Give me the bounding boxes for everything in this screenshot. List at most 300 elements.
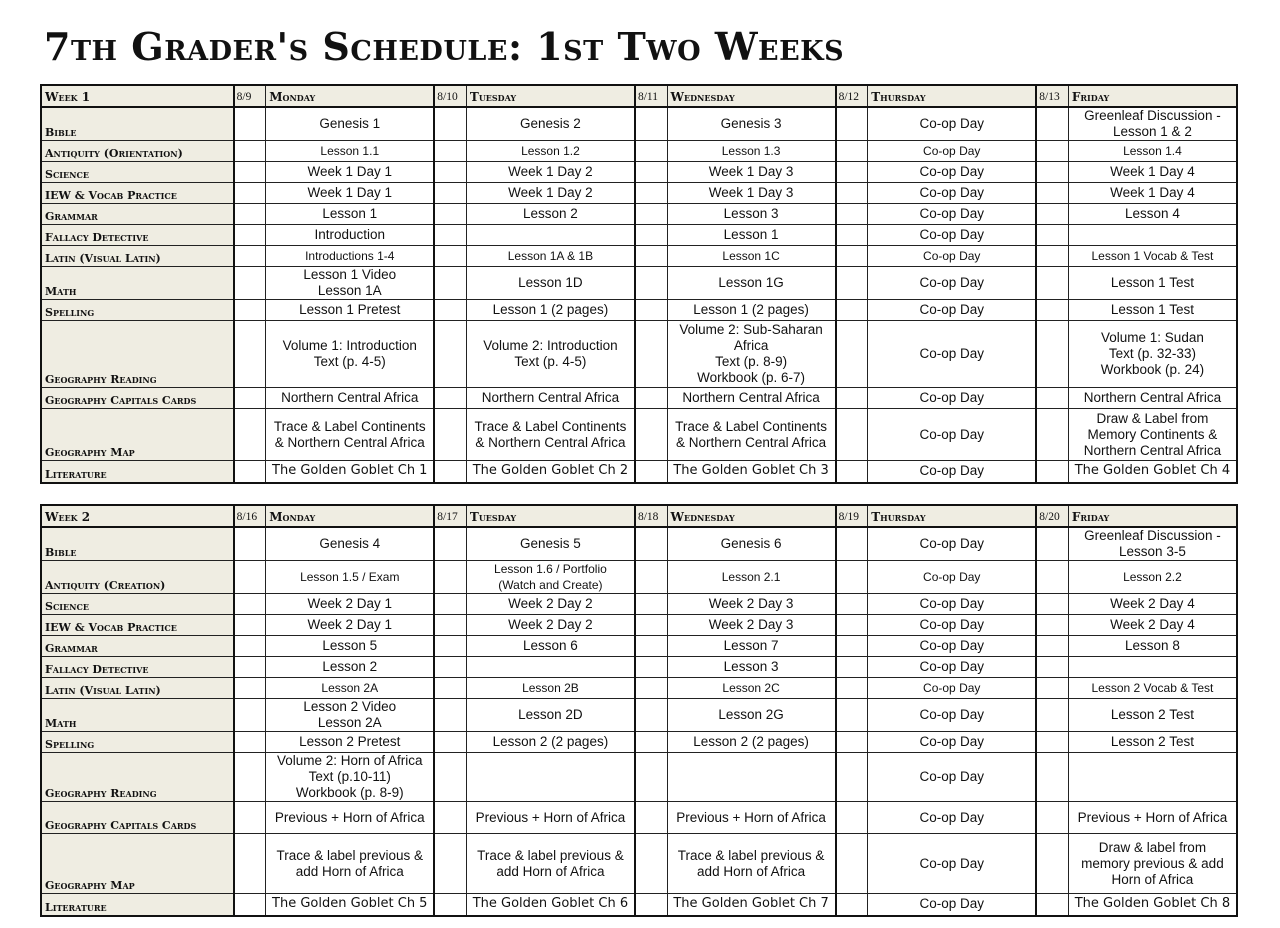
schedule-cell: Lesson 1D [466,267,635,300]
date-spacer-cell [836,388,868,409]
schedule-row-iew-and-vocab-practice [41,615,1237,636]
schedule-row-iew-and-vocab-practice [41,183,1237,204]
schedule-cell [466,753,635,802]
day-name-friday: Friday [1068,505,1237,527]
schedule-cell: Lesson 1 (2 pages) [466,300,635,321]
date-spacer-cell [1036,594,1068,615]
subject-label: Bible [41,527,234,561]
date-spacer-cell [1036,732,1068,753]
schedule-cell [1068,753,1237,802]
day-date: 8/12 [836,85,868,107]
date-spacer-cell [1036,802,1068,834]
date-spacer-cell [434,894,466,916]
schedule-cell: Genesis 4 [266,527,435,561]
date-spacer-cell [836,409,868,461]
date-spacer-cell [635,300,667,321]
week-label: Week 2 [41,505,234,527]
date-spacer-cell [1036,388,1068,409]
date-spacer-cell [234,409,266,461]
date-spacer-cell [234,225,266,246]
date-spacer-cell [635,409,667,461]
date-spacer-cell [234,321,266,388]
schedule-cell: Genesis 3 [667,107,836,141]
schedule-cell: Week 1 Day 4 [1068,183,1237,204]
date-spacer-cell [434,594,466,615]
date-spacer-cell [836,732,868,753]
schedule-cell: The Golden Goblet Ch 5 [266,894,435,916]
date-spacer-cell [635,461,667,483]
day-date: 8/13 [1036,85,1068,107]
schedule-row-fallacy-detective [41,225,1237,246]
day-date: 8/18 [635,505,667,527]
date-spacer-cell [635,141,667,162]
schedule-cell: Lesson 2C [667,678,836,699]
date-spacer-cell [635,678,667,699]
schedule-cell: Lesson 1.4 [1068,141,1237,162]
schedule-cell: Co-op Day [868,678,1037,699]
date-spacer-cell [1036,657,1068,678]
schedule-cell: Co-op Day [868,409,1037,461]
schedule-cell: Co-op Day [868,802,1037,834]
subject-label: Math [41,699,234,732]
subject-label: Geography Map [41,409,234,461]
week-label: Week 1 [41,85,234,107]
schedule-cell: Previous + Horn of Africa [266,802,435,834]
date-spacer-cell [635,107,667,141]
date-spacer-cell [635,225,667,246]
schedule-cell: Week 1 Day 1 [266,183,435,204]
schedule-cell: Lesson 1G [667,267,836,300]
schedule-cell: Draw & Label from Memory Continents & Northern Central Africa [1068,409,1237,461]
schedule-cell: Co-op Day [868,246,1037,267]
schedule-cell [466,657,635,678]
schedule-cell: Trace & Label Continents & Northern Central Africa [266,409,435,461]
schedule-cell: Introductions 1-4 [266,246,435,267]
page-title: 7th Grader's Schedule: 1st Two Weeks [44,24,845,69]
day-date: 8/20 [1036,505,1068,527]
day-name-thursday: Thursday [868,85,1037,107]
schedule-cell: Co-op Day [868,461,1037,483]
schedule-cell: Lesson 1 Pretest [266,300,435,321]
subject-label: Antiquity (Creation) [41,561,234,594]
schedule-row-literature [41,461,1237,483]
schedule-cell: Greenleaf Discussion - Lesson 3-5 [1068,527,1237,561]
date-spacer-cell [234,753,266,802]
subject-label: Science [41,594,234,615]
day-name-monday: Monday [266,505,435,527]
date-spacer-cell [836,615,868,636]
schedule-cell: Lesson 1 Test [1068,267,1237,300]
date-spacer-cell [434,527,466,561]
date-spacer-cell [1036,894,1068,916]
subject-label: Geography Reading [41,321,234,388]
date-spacer-cell [234,183,266,204]
schedule-cell: Co-op Day [868,388,1037,409]
date-spacer-cell [635,527,667,561]
date-spacer-cell [836,636,868,657]
schedule-cell: Genesis 2 [466,107,635,141]
schedule-cell: Co-op Day [868,162,1037,183]
schedule-row-science [41,594,1237,615]
date-spacer-cell [434,753,466,802]
date-spacer-cell [234,678,266,699]
schedule-row-antiquity-orientation [41,141,1237,162]
schedule-row-bible [41,107,1237,141]
date-spacer-cell [434,141,466,162]
date-spacer-cell [836,657,868,678]
schedule-cell: Lesson 2 [466,204,635,225]
schedule-cell: Lesson 2 Video Lesson 2A [266,699,435,732]
date-spacer-cell [434,834,466,894]
schedule-cell: Lesson 2 [266,657,435,678]
subject-label: Grammar [41,636,234,657]
date-spacer-cell [635,699,667,732]
schedule-row-latin-visual-latin [41,246,1237,267]
date-spacer-cell [836,300,868,321]
subject-label: Literature [41,894,234,916]
schedule-row-grammar [41,204,1237,225]
date-spacer-cell [1036,183,1068,204]
schedule-cell: Lesson 1 [266,204,435,225]
subject-label: Science [41,162,234,183]
date-spacer-cell [234,246,266,267]
date-spacer-cell [434,636,466,657]
date-spacer-cell [836,753,868,802]
schedule-cell: Lesson 1.1 [266,141,435,162]
schedule-cell: Lesson 1 [667,225,836,246]
schedule-cell: Week 2 Day 4 [1068,615,1237,636]
date-spacer-cell [1036,753,1068,802]
date-spacer-cell [234,204,266,225]
schedule-cell: Trace & label previous & add Horn of Africa [667,834,836,894]
schedule-cell: Northern Central Africa [667,388,836,409]
day-date: 8/17 [434,505,466,527]
schedule-cell: Lesson 2B [466,678,635,699]
date-spacer-cell [635,162,667,183]
subject-label: Geography Capitals Cards [41,802,234,834]
schedule-cell: Lesson 2 Test [1068,699,1237,732]
date-spacer-cell [1036,246,1068,267]
date-spacer-cell [836,561,868,594]
schedule-cell: The Golden Goblet Ch 4 [1068,461,1237,483]
week-1-schedule-table [40,84,1238,484]
date-spacer-cell [434,409,466,461]
date-spacer-cell [434,657,466,678]
schedule-row-geography-capitals-cards [41,802,1237,834]
date-spacer-cell [434,267,466,300]
date-spacer-cell [434,321,466,388]
date-spacer-cell [836,321,868,388]
date-spacer-cell [434,107,466,141]
date-spacer-cell [1036,461,1068,483]
schedule-row-geography-map [41,409,1237,461]
date-spacer-cell [234,527,266,561]
subject-label: Spelling [41,300,234,321]
subject-label: IEW & Vocab Practice [41,615,234,636]
schedule-cell: Week 1 Day 1 [266,162,435,183]
schedule-row-geography-map [41,834,1237,894]
schedule-cell: Co-op Day [868,527,1037,561]
schedule-cell: Volume 2: Introduction Text (p. 4-5) [466,321,635,388]
date-spacer-cell [434,561,466,594]
schedule-cell: Co-op Day [868,894,1037,916]
day-date: 8/19 [836,505,868,527]
date-spacer-cell [1036,321,1068,388]
schedule-cell: Co-op Day [868,615,1037,636]
date-spacer-cell [836,107,868,141]
date-spacer-cell [434,699,466,732]
date-spacer-cell [434,300,466,321]
date-spacer-cell [635,732,667,753]
schedule-cell: The Golden Goblet Ch 2 [466,461,635,483]
schedule-cell: Lesson 2 Pretest [266,732,435,753]
date-spacer-cell [836,594,868,615]
subject-label: Math [41,267,234,300]
date-spacer-cell [836,225,868,246]
schedule-row-bible [41,527,1237,561]
date-spacer-cell [234,699,266,732]
schedule-cell: Lesson 3 [667,204,836,225]
week-header-row [41,85,1237,107]
date-spacer-cell [836,461,868,483]
schedule-cell: Lesson 2.1 [667,561,836,594]
subject-label: Antiquity (Orientation) [41,141,234,162]
schedule-row-geography-reading [41,321,1237,388]
date-spacer-cell [434,204,466,225]
schedule-cell: Co-op Day [868,657,1037,678]
date-spacer-cell [635,615,667,636]
schedule-cell: Lesson 7 [667,636,836,657]
schedule-cell: Co-op Day [868,753,1037,802]
date-spacer-cell [635,321,667,388]
date-spacer-cell [1036,699,1068,732]
day-date: 8/10 [434,85,466,107]
date-spacer-cell [836,162,868,183]
date-spacer-cell [836,834,868,894]
schedule-row-geography-reading [41,753,1237,802]
schedule-cell: Co-op Day [868,267,1037,300]
schedule-cell: Previous + Horn of Africa [1068,802,1237,834]
schedule-cell: Lesson 1.3 [667,141,836,162]
schedule-cell: Volume 2: Horn of Africa Text (p.10-11) Workbook (p. 8-9) [266,753,435,802]
date-spacer-cell [635,753,667,802]
schedule-cell: Co-op Day [868,636,1037,657]
date-spacer-cell [1036,107,1068,141]
date-spacer-cell [434,183,466,204]
subject-label: Geography Reading [41,753,234,802]
schedule-cell: The Golden Goblet Ch 6 [466,894,635,916]
schedule-cell: Lesson 1.6 / Portfolio (Watch and Create) [466,561,635,594]
schedule-cell: Lesson 2G [667,699,836,732]
subject-label: IEW & Vocab Practice [41,183,234,204]
schedule-cell: Greenleaf Discussion - Lesson 1 & 2 [1068,107,1237,141]
date-spacer-cell [635,636,667,657]
day-date: 8/16 [234,505,266,527]
schedule-cell: Lesson 1 Vocab & Test [1068,246,1237,267]
schedule-cell [466,225,635,246]
schedule-cell: Lesson 8 [1068,636,1237,657]
schedule-cell: The Golden Goblet Ch 1 [266,461,435,483]
subject-label: Geography Map [41,834,234,894]
schedule-cell: Lesson 2A [266,678,435,699]
date-spacer-cell [234,636,266,657]
date-spacer-cell [635,594,667,615]
date-spacer-cell [1036,204,1068,225]
schedule-cell: Northern Central Africa [266,388,435,409]
schedule-cell: Lesson 2.2 [1068,561,1237,594]
schedule-cell: Lesson 1C [667,246,836,267]
date-spacer-cell [234,834,266,894]
date-spacer-cell [836,699,868,732]
schedule-cell: Co-op Day [868,732,1037,753]
date-spacer-cell [1036,527,1068,561]
date-spacer-cell [1036,615,1068,636]
date-spacer-cell [1036,636,1068,657]
schedule-cell: Volume 2: Sub-Saharan Africa Text (p. 8-9) Workbook (p. 6-7) [667,321,836,388]
schedule-cell: Week 2 Day 2 [466,594,635,615]
date-spacer-cell [836,267,868,300]
day-name-tuesday: Tuesday [466,505,635,527]
schedule-cell: Previous + Horn of Africa [667,802,836,834]
schedule-cell: Trace & label previous & add Horn of Africa [266,834,435,894]
schedule-cell: Lesson 5 [266,636,435,657]
schedule-cell: Week 2 Day 1 [266,615,435,636]
schedule-cell: Week 2 Day 3 [667,594,836,615]
schedule-cell: Co-op Day [868,321,1037,388]
schedule-cell: Genesis 1 [266,107,435,141]
date-spacer-cell [635,561,667,594]
date-spacer-cell [1036,834,1068,894]
date-spacer-cell [234,141,266,162]
schedule-row-spelling [41,300,1237,321]
schedule-cell: Introduction [266,225,435,246]
schedule-cell: Week 1 Day 3 [667,162,836,183]
schedule-cell [1068,225,1237,246]
schedule-cell: Week 1 Day 3 [667,183,836,204]
schedule-cell: Week 2 Day 1 [266,594,435,615]
date-spacer-cell [234,107,266,141]
schedule-cell: Lesson 6 [466,636,635,657]
date-spacer-cell [635,204,667,225]
schedule-cell: Week 2 Day 3 [667,615,836,636]
date-spacer-cell [1036,141,1068,162]
schedule-cell: Week 2 Day 4 [1068,594,1237,615]
date-spacer-cell [434,802,466,834]
schedule-row-math [41,267,1237,300]
date-spacer-cell [234,162,266,183]
date-spacer-cell [836,183,868,204]
schedule-cell: The Golden Goblet Ch 3 [667,461,836,483]
subject-label: Latin (Visual Latin) [41,678,234,699]
day-name-monday: Monday [266,85,435,107]
date-spacer-cell [234,802,266,834]
date-spacer-cell [836,527,868,561]
date-spacer-cell [234,267,266,300]
subject-label: Geography Capitals Cards [41,388,234,409]
schedule-cell: Co-op Day [868,225,1037,246]
schedule-cell: Week 1 Day 2 [466,183,635,204]
schedule-cell: Lesson 2 (2 pages) [466,732,635,753]
date-spacer-cell [434,678,466,699]
schedule-cell: Co-op Day [868,183,1037,204]
week-header-row [41,505,1237,527]
schedule-cell: Lesson 1A & 1B [466,246,635,267]
date-spacer-cell [234,894,266,916]
date-spacer-cell [635,246,667,267]
day-date: 8/9 [234,85,266,107]
schedule-cell: Co-op Day [868,141,1037,162]
subject-label: Grammar [41,204,234,225]
schedule-cell: The Golden Goblet Ch 8 [1068,894,1237,916]
schedule-cell: Lesson 2 (2 pages) [667,732,836,753]
day-name-thursday: Thursday [868,505,1037,527]
schedule-cell: Co-op Day [868,107,1037,141]
schedule-cell: Lesson 1 Video Lesson 1A [266,267,435,300]
schedule-row-antiquity-creation [41,561,1237,594]
date-spacer-cell [434,162,466,183]
schedule-row-latin-visual-latin [41,678,1237,699]
date-spacer-cell [836,141,868,162]
schedule-cell: Co-op Day [868,204,1037,225]
schedule-cell: Trace & Label Continents & Northern Central Africa [466,409,635,461]
date-spacer-cell [234,594,266,615]
date-spacer-cell [1036,267,1068,300]
day-name-friday: Friday [1068,85,1237,107]
date-spacer-cell [635,657,667,678]
date-spacer-cell [234,657,266,678]
schedule-cell: Northern Central Africa [466,388,635,409]
date-spacer-cell [1036,162,1068,183]
date-spacer-cell [434,246,466,267]
schedule-cell: Co-op Day [868,300,1037,321]
schedule-cell: Week 2 Day 2 [466,615,635,636]
date-spacer-cell [635,834,667,894]
date-spacer-cell [234,615,266,636]
date-spacer-cell [836,802,868,834]
date-spacer-cell [1036,561,1068,594]
date-spacer-cell [836,678,868,699]
date-spacer-cell [434,615,466,636]
schedule-row-science [41,162,1237,183]
date-spacer-cell [434,732,466,753]
schedule-cell: Lesson 1.5 / Exam [266,561,435,594]
schedule-cell: Co-op Day [868,561,1037,594]
date-spacer-cell [635,183,667,204]
schedule-cell: Volume 1: Sudan Text (p. 32-33) Workbook (p. 24) [1068,321,1237,388]
schedule-row-literature [41,894,1237,916]
schedule-cell: Lesson 1 (2 pages) [667,300,836,321]
date-spacer-cell [234,461,266,483]
subject-label: Fallacy Detective [41,657,234,678]
schedule-row-fallacy-detective [41,657,1237,678]
date-spacer-cell [1036,225,1068,246]
date-spacer-cell [1036,678,1068,699]
schedule-cell: Lesson 2D [466,699,635,732]
schedule-cell [1068,657,1237,678]
date-spacer-cell [635,388,667,409]
day-name-tuesday: Tuesday [466,85,635,107]
day-name-wednesday: Wednesday [667,505,836,527]
schedule-cell: Trace & Label Continents & Northern Central Africa [667,409,836,461]
date-spacer-cell [434,225,466,246]
day-name-wednesday: Wednesday [667,85,836,107]
schedule-cell [667,753,836,802]
subject-label: Latin (Visual Latin) [41,246,234,267]
date-spacer-cell [434,461,466,483]
schedule-cell: Lesson 2 Test [1068,732,1237,753]
schedule-cell: Genesis 5 [466,527,635,561]
date-spacer-cell [635,267,667,300]
